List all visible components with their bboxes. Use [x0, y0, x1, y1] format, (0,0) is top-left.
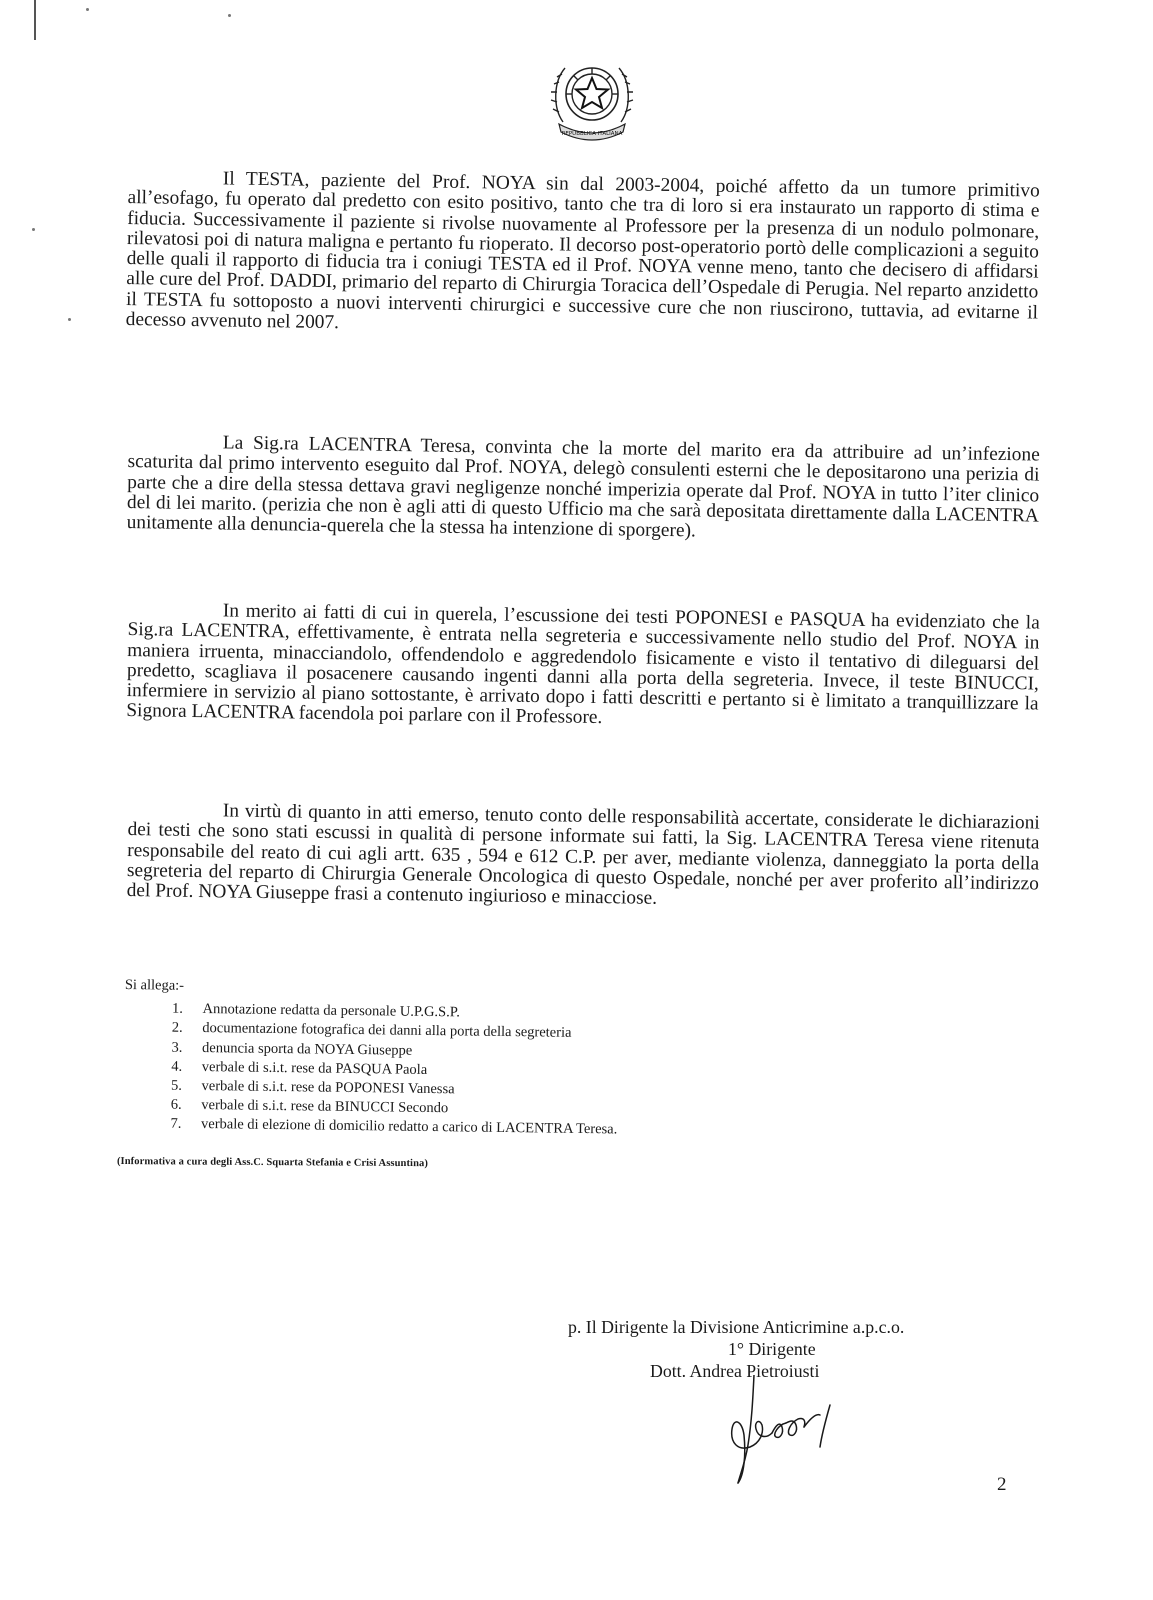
attachments-heading: Si allega:- — [124, 976, 185, 994]
attachment-item: 3. denuncia sporta da NOYA Giuseppe — [186, 1038, 884, 1066]
attachment-item: 7. verbale di elezione di domicilio redatto a carico di LACENTRA Teresa. — [185, 1115, 883, 1143]
paragraph-lacentra-perizia — [126, 432, 1039, 547]
paragraph-text: In merito ai fatti di cui in querela, l’escussione dei testi POPONESI e PASQUA ha evidenziato che la Sig.ra LACENTRA, effettivamente, è entrata nella segreteria e successivamente nello studio del Prof. NOYA in maniera irruenta, minacciandolo, offendendolo e aggredendolo fisicamente e visto il tentativo di dileguarsi del predetto, scagliava il posacenere causando ingenti danni alla porta della segreteria. Invece, il teste BINUCCI, infermiere in servizio al piano sottostante, è arrivato dopo i fatti descritti e pertanto si è limitato a tranquillizzare la Signora LACENTRA facendola poi parlare con il Professore. — [126, 600, 1040, 729]
signature-role: p. Il Dirigente la Divisione Anticrimine a.p.c.o. — [568, 1317, 905, 1337]
attachment-item: 5. verbale di s.i.t. rese da POPONESI Vanessa — [185, 1077, 883, 1105]
signature-block — [568, 1316, 1028, 1382]
scan-edge-line — [34, 0, 36, 40]
attachments-section — [123, 976, 885, 1144]
paragraph-text: In virtù di quanto in atti emerso, tenuto conto delle responsabilità accertate, considerate le dichiarazioni dei testi che sono stati escussi in qualità di persone informate sui fatti, la Sig. LACENTRA Teresa viene ritenuta responsabile del reato di cui agli artt. 635 , 594 e 612 C.P. per aver, mediante violenza, danneggiato la porta della segreteria del reparto di Chirurgia Generale Oncologica di questo Ospedale, nonché per aver proferito all’indirizzo del Prof. NOYA Giuseppe frasi a contenuto ingiurioso e minacciose. — [126, 800, 1040, 910]
informativa-note: (Informativa a cura degli Ass.C. Squarta Stefania e Crisi Assuntina) — [116, 1156, 429, 1170]
attachments-list — [123, 999, 885, 1143]
paragraph-text: Il TESTA, paziente del Prof. NOYA sin dal 2003-2004, poiché affetto da un tumore primitivo all’esofago, fu operato dal predetto con esito positivo, tanto che tra di loro si era instaurato un rapporto di stima e fiducia. Successivamente il paziente si rivolse nuovamente al Professore per la presenza di un nodulo polmonare, rilevatosi poi di natura maligna e pertanto fu rioperato. Il decorso post-operatorio portò delle complicazioni a seguito delle quali il rapporto di fiducia tra i coniugi TESTA ed il Prof. NOYA venne meno, tanto che decisero di affidarsi alle cure del Prof. DADDI, primario del reparto di Chirurgia Toracica dell’Ospedale di Perugia. Nel reparto anzidetto il TESTA fu sottoposto a nuovi interventi chirurgici e successive cure che non riuscirono, tuttavia, ad evitarne il decesso avvenuto nel 2007. — [125, 168, 1040, 334]
signature-name: Dott. Andrea Pietroiusti — [650, 1361, 820, 1381]
svg-text:REPUBBLICA ITALIANA: REPUBBLICA ITALIANA — [561, 131, 623, 137]
paragraph-testa-history — [126, 168, 1040, 344]
scan-speck — [228, 14, 231, 17]
attachment-item: 1. Annotazione redatta da personale U.P.G.S.P. — [186, 1000, 884, 1028]
paragraph-conclusion — [126, 800, 1039, 915]
signature-rank: 1° Dirigente — [728, 1339, 816, 1359]
page-number: 2 — [997, 1474, 1007, 1495]
paragraph-testimonies — [126, 600, 1040, 735]
attachment-item: 2. documentazione fotografica dei danni alla porta della segreteria — [186, 1019, 884, 1047]
repubblica-italiana-emblem-icon — [549, 52, 635, 144]
attachment-item: 6. verbale di s.i.t. rese da BINUCCI Secondo — [185, 1096, 883, 1124]
scan-speck — [68, 318, 71, 321]
scan-speck — [86, 8, 89, 11]
handwritten-signature-icon — [720, 1375, 850, 1490]
paragraph-text: La Sig.ra LACENTRA Teresa, convinta che la morte del marito era da attribuire ad un’infezione scaturita dal primo intervento eseguito dal Prof. NOYA, delegò consulenti esterni che le depositarono una perizia di parte che a dire della stessa dettava gravi negligenze nonché imperizia operate dal Prof. NOYA in tutto l’iter clinico del di lei marito. (perizia che non è agli atti di questo Ufficio ma che sarà depositata direttamente dalla LACENTRA unitamente alla denuncia-querela che la stessa ha intenzione di sporgere). — [126, 432, 1040, 542]
attachment-item: 4. verbale di s.i.t. rese da PASQUA Paola — [186, 1058, 884, 1086]
scan-speck — [32, 228, 35, 231]
